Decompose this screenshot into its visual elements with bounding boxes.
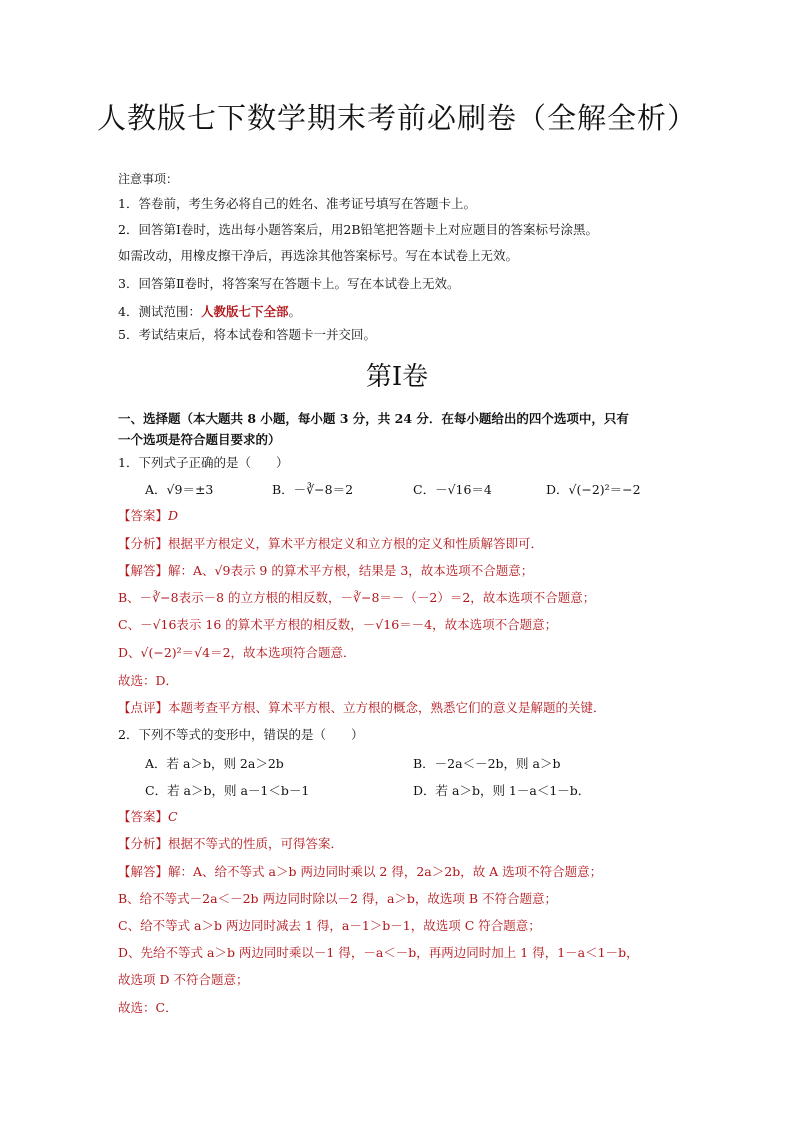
q2-choose: 故选：C． — [118, 1000, 178, 1015]
q1-solution-3: C、－√16表示 16 的算术平方根的相反数，－√16＝－4，故本选项不合题意； — [118, 617, 558, 632]
q1-analysis-text: 根据平方根定义，算术平方根定义和立方根的定义和性质解答即可． — [168, 536, 544, 551]
q1-option-d: D．√(−2)²＝−2 — [546, 482, 641, 497]
note-2-cont: 如需改动，用橡皮擦干净后，再选涂其他答案标号。写在本试卷上无效。 — [118, 248, 519, 263]
q1-sol-1-text: 解：A、√9表示 9 的算术平方根，结果是 3，故本选项不合题意； — [168, 563, 534, 578]
comment-tag: 【点评】 — [118, 700, 169, 715]
q2-answer-value: C — [168, 809, 178, 824]
q1-comment-text: 本题考查平方根、算术平方根、立方根的概念，熟悉它们的意义是解题的关键． — [168, 700, 606, 715]
q2-answer — [118, 809, 178, 824]
q2-stem: 2．下列不等式的变形中，错误的是（ ） — [118, 727, 364, 742]
note-4-suffix: 。 — [288, 304, 301, 319]
q1-answer-value: D — [168, 508, 179, 523]
section-title: 第Ⅰ卷 — [365, 362, 429, 392]
solution-tag: 【解答】 — [118, 864, 169, 879]
q2-option-d: D．若 a＞b，则 1－a＜1－b． — [413, 783, 591, 798]
note-4 — [118, 304, 301, 319]
note-4-prefix: 4．测试范围： — [118, 304, 201, 319]
q1-option-a: A．√9＝±3 — [145, 482, 214, 497]
note-5: 5．考试结束后，将本试卷和答题卡一并交回。 — [118, 327, 376, 342]
note-3: 3．回答第Ⅱ卷时，将答案写在答题卡上。写在本试卷上无效。 — [118, 276, 460, 291]
q1-option-b: B．－∛−8＝2 — [272, 482, 354, 497]
q1-answer — [118, 508, 178, 523]
q1-choose: 故选：D． — [118, 673, 179, 688]
q2-solution-2: B、给不等式－2a＜－2b 两边同时除以－2 得，a＞b，故选项 B 不符合题意； — [118, 891, 558, 906]
q1-analysis — [118, 536, 543, 551]
q2-solution-4: D、先给不等式 a＞b 两边同时乘以－1 得，－a＜－b，再两边同时加上 1 得，1－a＜1－b， — [118, 945, 639, 960]
part1-heading-2: 一个选项是符合题目要求的） — [118, 432, 281, 447]
q2-option-a: A．若 a＞b，则 2a＞2b — [145, 756, 284, 771]
page-title: 人教版七下数学期末考前必刷卷（全解全析） — [96, 101, 697, 135]
q1-solution-2: B、－∛−8表示－8 的立方根的相反数，－∛−8＝－（－2）＝2，故本选项不合题意； — [118, 590, 596, 605]
analysis-tag: 【分析】 — [118, 836, 169, 851]
q2-analysis-text: 根据不等式的性质，可得答案． — [168, 836, 344, 851]
solution-tag: 【解答】 — [118, 563, 169, 578]
q1-option-c: C．－√16＝4 — [413, 482, 492, 497]
notice-label: 注意事项： — [118, 172, 179, 186]
answer-tag: 【答案】 — [118, 809, 169, 824]
note-4-scope: 人教版七下全部 — [200, 304, 289, 319]
q1-solution-1 — [118, 563, 533, 578]
analysis-tag: 【分析】 — [118, 536, 169, 551]
q1-comment — [118, 700, 606, 715]
q2-solution-1 — [118, 864, 602, 879]
q2-solution-5: 故选项 D 不符合题意； — [118, 972, 249, 987]
q2-analysis — [118, 836, 343, 851]
note-1: 1．答卷前，考生务必将自己的姓名、准考证号填写在答题卡上。 — [118, 196, 476, 211]
q2-option-b: B．－2a＜－2b，则 a＞b — [413, 756, 561, 771]
q1-solution-4: D、√(−2)²＝√4＝2，故本选项符合题意． — [118, 645, 356, 660]
part1-heading-1: 一、选择题（本大题共 8 小题，每小题 3 分，共 24 分．在每小题给出的四个选项中，只有 — [118, 411, 629, 426]
q2-option-c: C．若 a＞b，则 a－1＜b－1 — [145, 783, 310, 798]
q2-solution-3: C、给不等式 a＞b 两边同时减去 1 得，a－1＞b－1，故选项 C 符合题意； — [118, 918, 541, 933]
answer-tag: 【答案】 — [118, 508, 169, 523]
q2-sol-1-text: 解：A、给不等式 a＞b 两边同时乘以 2 得，2a＞2b，故 A 选项不符合题意； — [168, 864, 603, 879]
note-2: 2．回答第Ⅰ卷时，选出每小题答案后，用2B铅笔把答题卡上对应题目的答案标号涂黑。 — [118, 222, 599, 237]
q1-stem: 1．下列式子正确的是（ ） — [118, 455, 289, 470]
